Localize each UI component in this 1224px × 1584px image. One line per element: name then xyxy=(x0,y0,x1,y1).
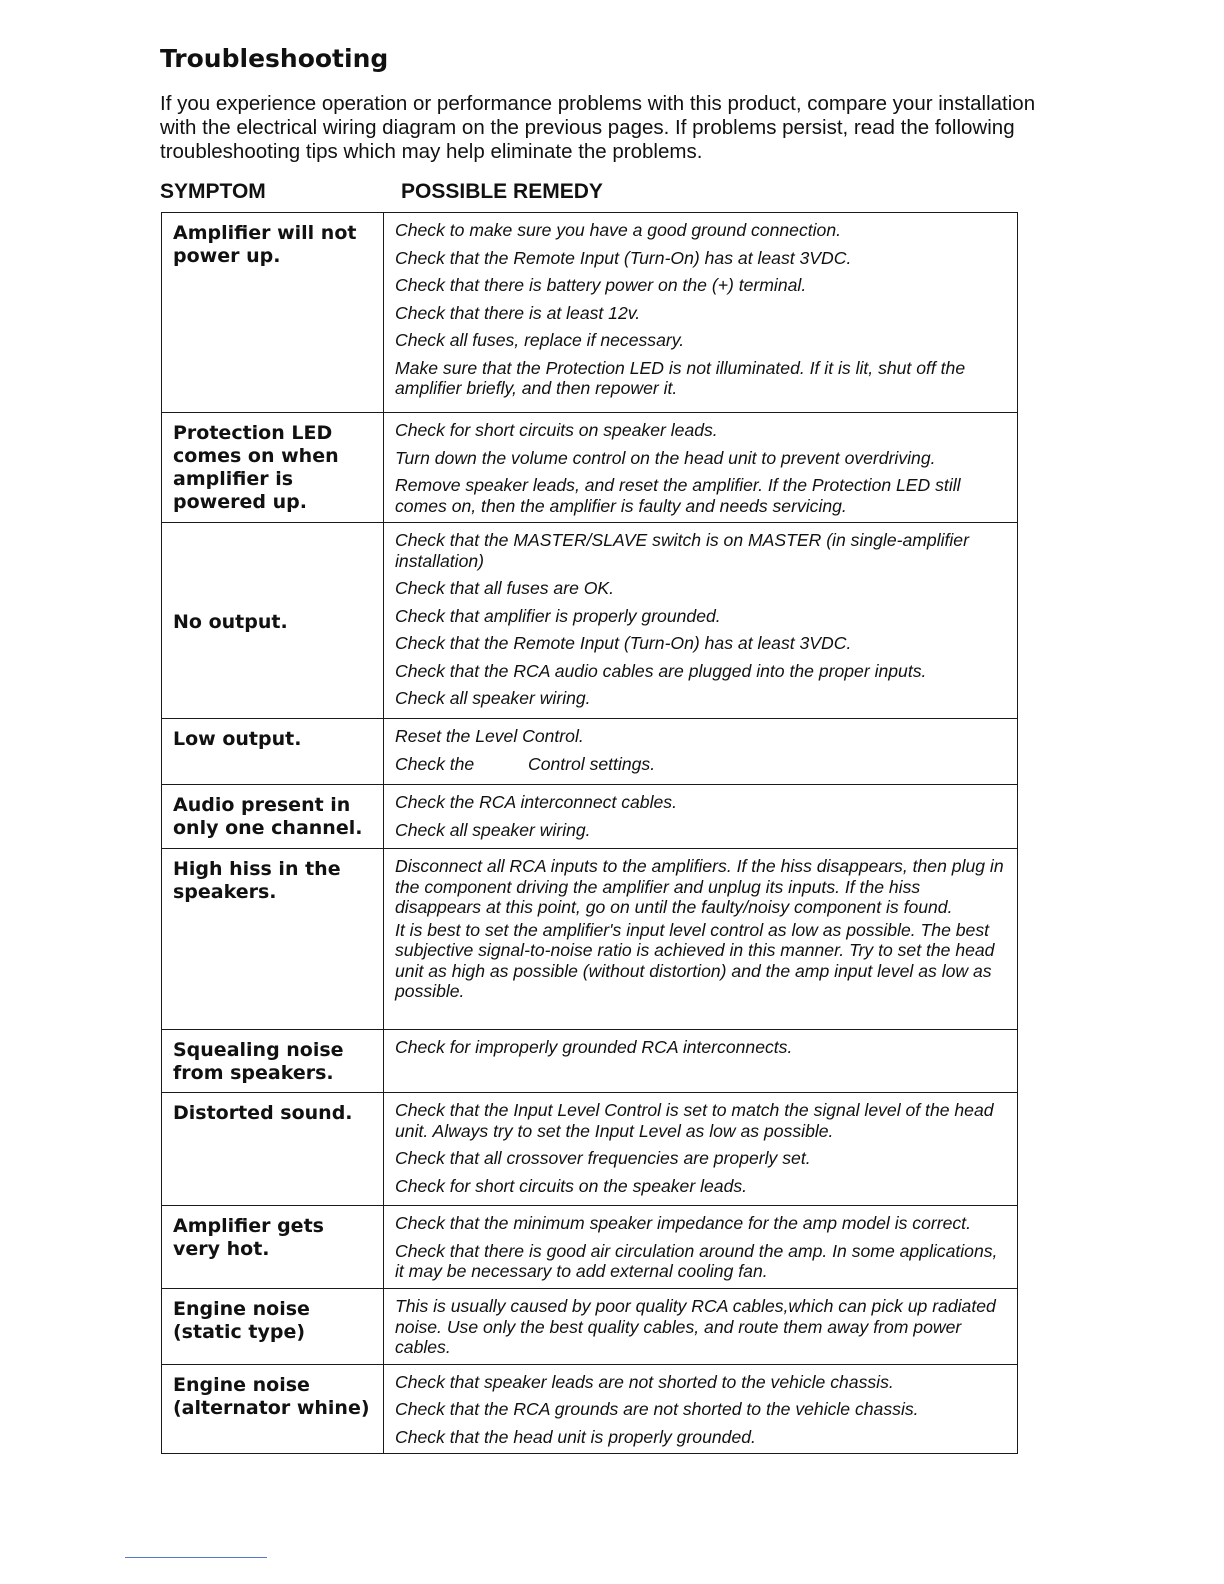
remedy-item: Check that all fuses are OK. xyxy=(395,578,615,598)
troubleshooting-table xyxy=(161,212,1018,1454)
remedy-item: Check that the RCA audio cables are plugged into the proper inputs. xyxy=(395,660,927,681)
remedy-column-header: POSSIBLE REMEDY xyxy=(401,180,603,203)
remedy-cell xyxy=(384,1289,1018,1365)
footer-divider xyxy=(125,1557,267,1558)
remedy-item: Reset the Level Control. xyxy=(395,726,584,746)
remedy-item: Check that all crossover frequencies are properly set. xyxy=(395,1148,811,1168)
remedy-item: Check that the RCA grounds are not shorted to the vehicle chassis. xyxy=(395,1399,919,1419)
symptom-label: Amplifier gets very hot. xyxy=(173,1215,324,1260)
table-row xyxy=(162,523,1018,719)
remedy-cell xyxy=(384,1364,1018,1454)
symptom-cell xyxy=(162,785,384,849)
remedy-cell xyxy=(384,1206,1018,1289)
remedy-item: Check the RCA interconnect cables. xyxy=(395,792,677,812)
symptom-label: High hiss in the speakers. xyxy=(173,858,341,903)
symptom-cell xyxy=(162,1030,384,1093)
symptom-cell xyxy=(162,1289,384,1365)
remedy-item: Disconnect all RCA inputs to the amplifiers. If the hiss disappears, then plug in the component driving the amplifier and unplug its inputs. If the hiss disappears at this point, go on until the faulty/noisy component is found. xyxy=(395,856,1004,917)
symptom-label: Squealing noise from speakers. xyxy=(173,1039,344,1084)
symptom-cell xyxy=(162,849,384,1030)
table-row xyxy=(162,213,1018,413)
symptom-cell xyxy=(162,523,384,719)
remedy-item: Check that the Remote Input (Turn-On) has at least 3VDC. xyxy=(395,247,852,268)
remedy-cell xyxy=(384,1030,1018,1093)
table-row xyxy=(162,1030,1018,1093)
table-row xyxy=(162,849,1018,1030)
table-row xyxy=(162,785,1018,849)
remedy-item: Make sure that the Protection LED is not illuminated. If it is lit, shut off the amplifier briefly, and then repower it. xyxy=(395,357,966,398)
remedy-cell xyxy=(384,413,1018,523)
symptom-cell xyxy=(162,719,384,785)
remedy-item: Check all speaker wiring. xyxy=(395,819,591,840)
remedy-item: Check that the minimum speaker impedance for the amp model is correct. xyxy=(395,1213,971,1233)
page-title: Troubleshooting xyxy=(160,44,389,73)
table-row xyxy=(162,1289,1018,1365)
remedy-cell xyxy=(384,213,1018,413)
remedy-item: Check all fuses, replace if necessary. xyxy=(395,330,685,350)
remedy-item: Check that the Input Level Control is set to match the signal level of the head unit. Always try to set the Input Level as low as possible. xyxy=(395,1100,994,1141)
remedy-item: Check that there is battery power on the (+) terminal. xyxy=(395,275,807,295)
symptom-cell xyxy=(162,1206,384,1289)
remedy-item: Check that speaker leads are not shorted to the vehicle chassis. xyxy=(395,1371,894,1392)
remedy-item: Check for short circuits on speaker leads. xyxy=(395,420,718,440)
table-row xyxy=(162,413,1018,523)
symptom-label: Low output. xyxy=(173,728,302,750)
remedy-item: Remove speaker leads, and reset the amplifier. If the Protection LED still comes on, then the amplifier is faulty and needs servicing. xyxy=(395,475,961,516)
table-row xyxy=(162,1206,1018,1289)
remedy-cell xyxy=(384,523,1018,719)
symptom-cell xyxy=(162,413,384,523)
remedy-cell xyxy=(384,849,1018,1030)
symptom-label: Engine noise (alternator whine) xyxy=(173,1373,370,1419)
symptom-cell xyxy=(162,213,384,413)
remedy-item: Check that amplifier is properly grounded. xyxy=(395,605,721,626)
remedy-item: It is best to set the amplifier's input level control as low as possible. The best subjective signal-to-noise ratio is achieved in this manner. Try to set the head unit as high as possible (without distortion) and the amp input level as low as possible. xyxy=(395,919,995,1001)
remedy-item: Check that there is good air circulation around the amp. In some applications, it may be necessary to add external cooling fan. xyxy=(395,1240,998,1281)
table-row xyxy=(162,719,1018,785)
symptom-label: Protection LED comes on when amplifier is powered up. xyxy=(173,422,339,513)
table-row xyxy=(162,1093,1018,1206)
remedy-item: Check that the head unit is properly grounded. xyxy=(395,1426,756,1447)
symptom-label: Amplifier will not power up. xyxy=(173,222,357,267)
remedy-item: Check to make sure you have a good ground connection. xyxy=(395,220,841,240)
remedy-item: Check that there is at least 12v. xyxy=(395,302,641,323)
symptom-cell xyxy=(162,1093,384,1206)
intro-paragraph: If you experience operation or performance problems with this product, compare your installation with the electrical wiring diagram on the previous pages. If problems persist, read the following troubleshooting tips which may help eliminate the problems. xyxy=(160,92,1036,163)
symptom-label: Engine noise (static type) xyxy=(173,1298,310,1343)
remedy-item: Check all speaker wiring. xyxy=(395,688,591,708)
symptom-cell xyxy=(162,1364,384,1454)
remedy-item: Check for improperly grounded RCA interconnects. xyxy=(395,1037,793,1057)
remedy-item: This is usually caused by poor quality RCA cables,which can pick up radiated noise. Use only the best quality cables, and route them away from power cables. xyxy=(395,1296,996,1357)
symptom-label: Audio present in only one channel. xyxy=(173,794,363,839)
remedy-item: Check that the Remote Input (Turn-On) has at least 3VDC. xyxy=(395,633,852,653)
symptom-label: Distorted sound. xyxy=(173,1102,353,1124)
remedy-item: Check for short circuits on the speaker leads. xyxy=(395,1175,748,1196)
remedy-item: Check the Control settings. xyxy=(395,753,656,774)
symptom-label: No output. xyxy=(173,610,288,633)
symptom-column-header: SYMPTOM xyxy=(160,180,266,203)
remedy-cell xyxy=(384,719,1018,785)
remedy-cell xyxy=(384,1093,1018,1206)
remedy-cell xyxy=(384,785,1018,849)
remedy-item: Turn down the volume control on the head unit to prevent overdriving. xyxy=(395,447,936,468)
remedy-item: Check that the MASTER/SLAVE switch is on MASTER (in single-amplifier installation) xyxy=(395,530,969,571)
table-row xyxy=(162,1364,1018,1454)
